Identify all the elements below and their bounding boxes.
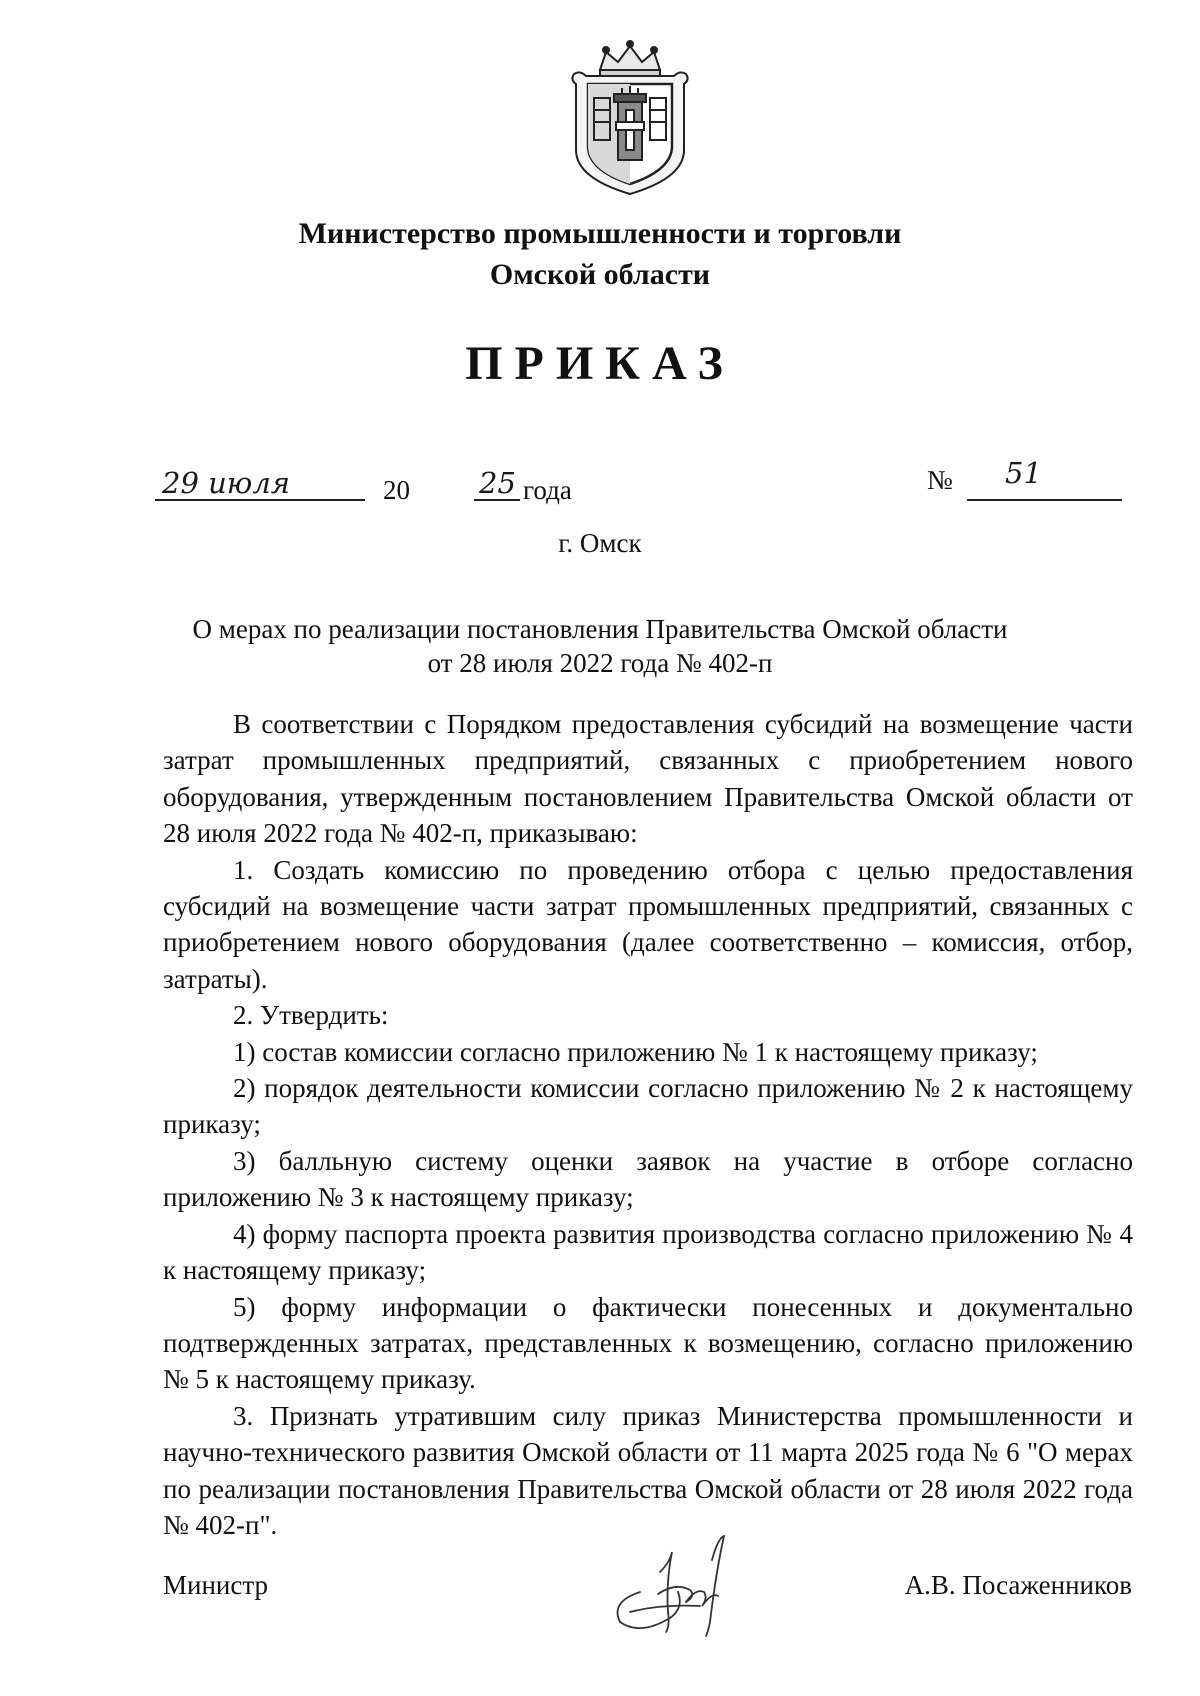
year-underline	[474, 499, 520, 501]
number-sign: №	[927, 465, 953, 495]
date-underline	[155, 499, 365, 501]
year-word: года	[523, 475, 572, 505]
signatory-title: Министр	[163, 1570, 268, 1600]
paragraph-2-item-5: 5) форму информации о фактически понесенных и документально подтвержденных затратах, представленных к возмещению, согласно приложению № 5 к настоящему приказу.	[163, 1291, 1133, 1395]
handwritten-date: 29 июля	[162, 466, 290, 500]
handwritten-signature-icon	[600, 1532, 750, 1642]
handwritten-year: 25	[479, 466, 516, 500]
paragraph-2-item-2: 2) порядок деятельности комиссии согласно приложению № 2 к настоящему приказу;	[163, 1073, 1133, 1140]
document-body	[163, 706, 1133, 1543]
paragraph-2-item-1: 1) состав комиссии согласно приложению № 1 к настоящему приказу;	[233, 1036, 1038, 1067]
paragraph-1: 1. Создать комиссию по проведению отбора с целью предоставления субсидий на возмещение части затрат промышленных предприятий, связанных с приобретением нового оборудования (далее соответственно – комиссия, отбор, затраты).	[163, 854, 1133, 994]
document-title-line2: от 28 июля 2022 года № 402-п	[427, 648, 773, 678]
handwritten-document-number: 51	[1005, 456, 1042, 490]
document-title-line1: О мерах по реализации постановления Правительства Омской области	[192, 614, 1008, 644]
year-prefix: 20	[383, 475, 410, 505]
city: г. Омск	[558, 528, 642, 558]
document-type-heading: ПРИКАЗ	[465, 337, 735, 390]
paragraph-3: 3. Признать утратившим силу приказ Министерства промышленности и научно-технического развития Омской области от 11 марта 2025 года № 6 "О мерах по реализации постановления Правительства Омской области от 28 июля 2022 года № 402-п".	[163, 1400, 1133, 1540]
signatory-name: А.В. Посаженников	[904, 1570, 1132, 1600]
organization-name-line2: Омской области	[489, 258, 711, 291]
paragraph-2-item-3: 3) балльную систему оценки заявок на участие в отборе согласно приложению № 3 к настоящему приказу;	[163, 1145, 1133, 1213]
paragraph-2: 2. Утвердить:	[233, 1000, 389, 1031]
organization-name-line1: Министерство промышленности и торговли	[298, 217, 902, 250]
number-underline	[967, 499, 1122, 501]
coat-of-arms-icon	[566, 40, 694, 198]
paragraph-2-item-4: 4) форму паспорта проекта развития производства согласно приложению № 4 к настоящему приказу;	[163, 1218, 1133, 1286]
paragraph-intro: В соответствии с Порядком предоставления субсидий на возмещение части затрат промышленных предприятий, связанных с приобретением нового оборудования, утвержденным постановлением Правительства Омской области от 28 июля 2022 года № 402-п, приказываю:	[163, 709, 1133, 849]
